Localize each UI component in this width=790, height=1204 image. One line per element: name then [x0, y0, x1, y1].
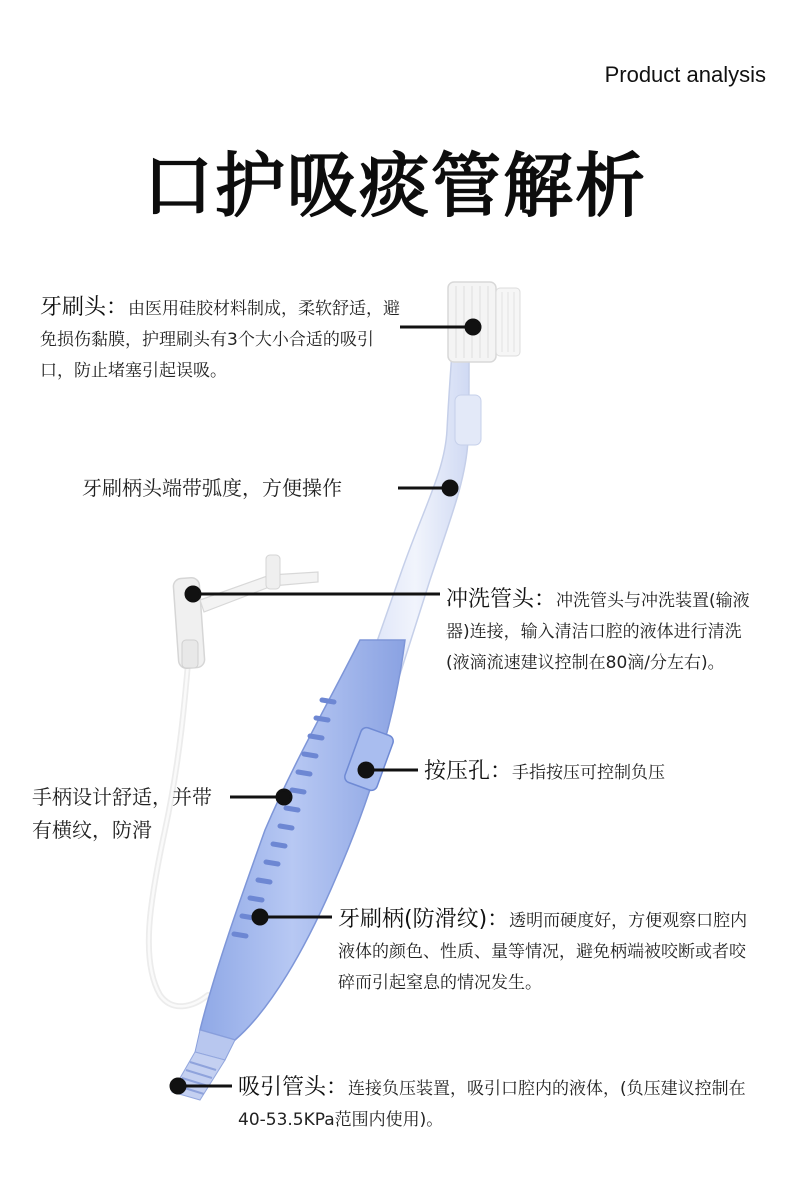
- annotation-brush-head: [40, 292, 402, 387]
- page-title: 口护吸痰管解析: [143, 145, 647, 227]
- annotation-brush-head-title: 牙刷头：: [40, 295, 129, 320]
- annotation-suction-head: [238, 1072, 752, 1136]
- annotation-press-hole-text: 手指按压可控制负压: [512, 763, 666, 783]
- annotation-handle: [338, 904, 756, 999]
- annotation-flush-head: [446, 584, 762, 679]
- annotation-curved-neck-text: 牙刷柄头端带弧度，方便操作: [82, 476, 342, 500]
- annotation-press-hole: [424, 756, 764, 789]
- annotation-grip: [32, 781, 228, 847]
- annotation-suction-head-title: 吸引管头：: [238, 1075, 349, 1100]
- annotation-handle-title: 牙刷柄(防滑纹)：: [338, 907, 510, 932]
- annotation-handle-text: 透明而硬度好，方便观察口腔内液体的颜色、性质、量等情况，避免柄端被咬断或者咬碎而引起窒息的情况发生。: [338, 911, 748, 993]
- annotation-brush-head-text: 由医用硅胶材料制成，柔软舒适，避免损伤黏膜，护理刷头有3个大小合适的吸引口，防止堵塞引起误吸。: [40, 299, 401, 381]
- annotation-flush-head-text: 冲洗管头与冲洗装置(输液器)连接，输入清洁口腔的液体进行清洗(液滴流速建议控制在80滴/分左右)。: [446, 591, 750, 673]
- subtitle: Product analysis: [604, 62, 766, 87]
- annotation-flush-head-title: 冲洗管头：: [446, 587, 557, 612]
- annotation-curved-neck: [82, 472, 402, 505]
- annotation-suction-head-text: 连接负压装置，吸引口腔内的液体，(负压建议控制在40-53.5KPa范围内使用)。: [238, 1079, 746, 1130]
- annotation-press-hole-title: 按压孔：: [424, 759, 513, 784]
- annotation-grip-text: 手柄设计舒适，并带有横纹，防滑: [32, 785, 212, 842]
- brush-head: [448, 282, 520, 362]
